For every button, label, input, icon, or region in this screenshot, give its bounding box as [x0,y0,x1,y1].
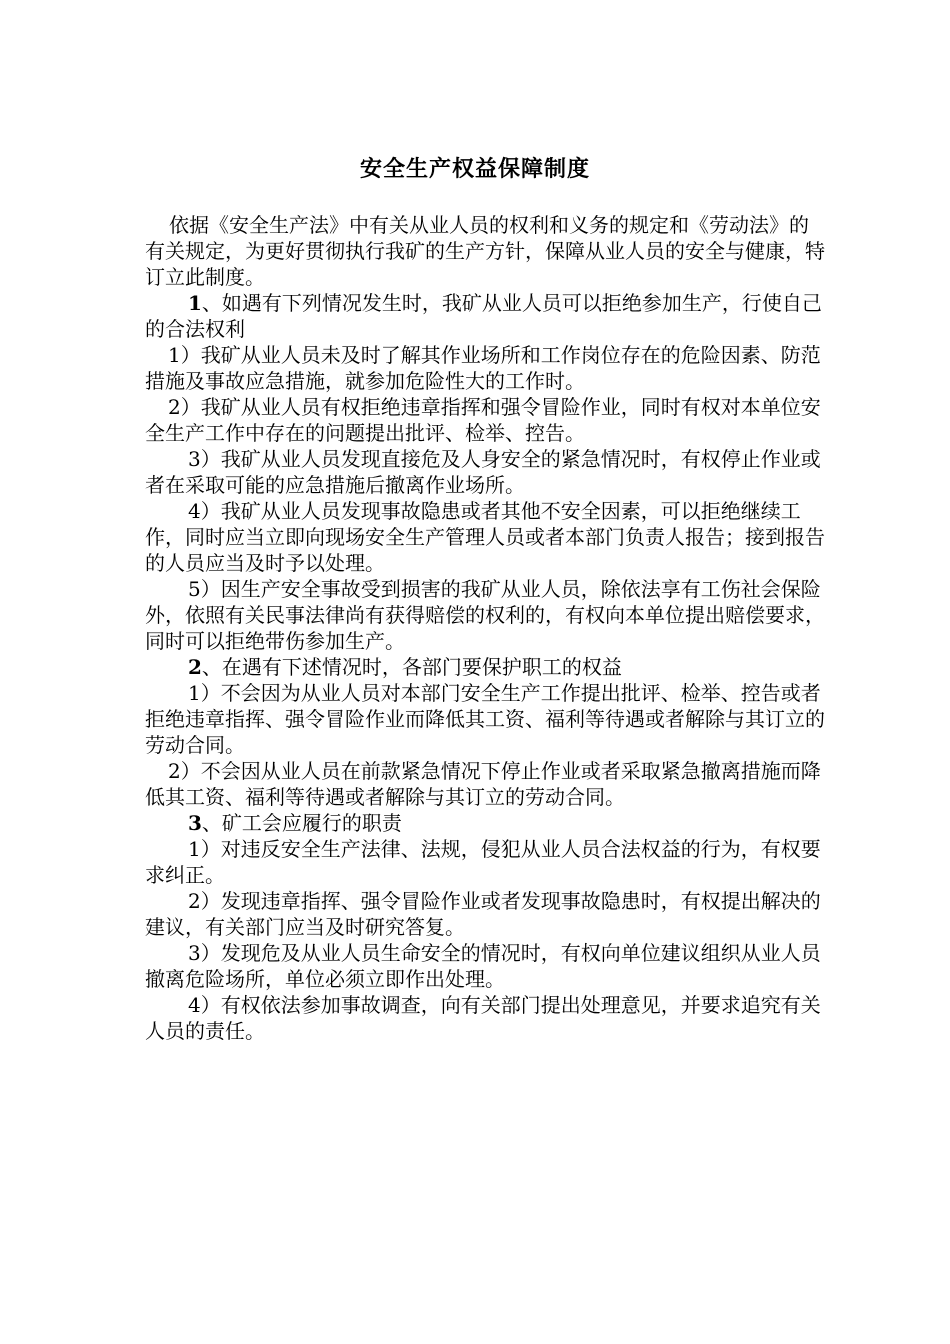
section-3-item-4: 4）有权依法参加事故调查，向有关部门提出处理意见，并要求追究有关人员的责任。 [145,993,821,1043]
section-3-heading-text: 、矿工会应履行的职责 [201,811,402,835]
document-title: 安全生产权益保障制度 [359,157,590,182]
section-2-heading-text: 、在遇有下述情况时，各部门要保护职工的权益 [201,655,622,679]
section-1-heading [145,290,825,342]
section-2-item-1: 1）不会因为从业人员对本部门安全生产工作提出批评、检举、控告或者拒绝违章指挥、强令冒险作业而降低其工资、福利等待遇或者解除与其订立的劳动合同。 [145,681,825,757]
section-1-item-1: 1）我矿从业人员未及时了解其作业场所和工作岗位存在的危险因素、防范措施及事故应急措施，就参加危险性大的工作时。 [145,343,821,393]
section-1-item-5: 5）因生产安全事故受到损害的我矿从业人员，除依法享有工伤社会保险外，依照有关民事法律尚有获得赔偿的权利的，有权向本单位提出赔偿要求，同时可以拒绝带伤参加生产。 [145,577,825,653]
section-2-item-2: 2）不会因从业人员在前款紧急情况下停止作业或者采取紧急撤离措施而降低其工资、福利等待遇或者解除与其订立的劳动合同。 [145,759,821,809]
section-1-heading-text: 、如遇有下列情况发生时，我矿从业人员可以拒绝参加生产，行使自己的合法权利 [145,291,822,341]
section-2-heading [145,654,825,680]
intro-paragraph: 依据《安全生产法》中有关从业人员的权利和义务的规定和《劳动法》的有关规定，为更好贯彻执行我矿的生产方针，保障从业人员的安全与健康，特订立此制度。 [145,213,825,289]
section-3-item-1: 1）对违反安全生产法律、法规，侵犯从业人员合法权益的行为，有权要求纠正。 [145,837,821,887]
section-3-number: 3 [188,811,202,835]
section-1-number: 1 [188,291,202,315]
section-3-heading [145,810,825,836]
section-3-item-3: 3）发现危及从业人员生命安全的情况时，有权向单位建议组织从业人员撤离危险场所，单位必须立即作出处理。 [145,941,821,991]
section-1-item-3: 3）我矿从业人员发现直接危及人身安全的紧急情况时，有权停止作业或者在采取可能的应急措施后撤离作业场所。 [145,447,821,497]
section-1-item-4: 4）我矿从业人员发现事故隐患或者其他不安全因素，可以拒绝继续工作，同时应当立即向现场安全生产管理人员或者本部门负责人报告；接到报告的人员应当及时予以处理。 [145,499,825,575]
section-1-item-2: 2）我矿从业人员有权拒绝违章指挥和强令冒险作业，同时有权对本单位安全生产工作中存在的问题提出批评、检举、控告。 [145,395,821,445]
section-3-item-2: 2）发现违章指挥、强令冒险作业或者发现事故隐患时，有权提出解决的建议，有关部门应当及时研究答复。 [145,889,821,939]
document-body [145,212,825,1044]
section-2-number: 2 [188,655,202,679]
